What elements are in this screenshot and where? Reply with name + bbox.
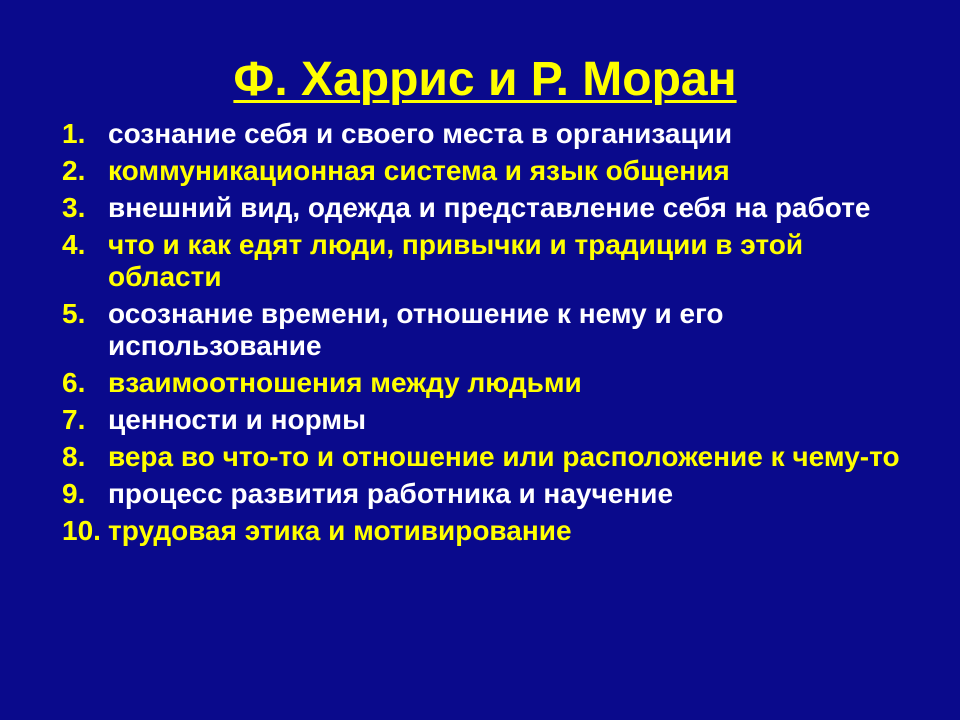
list-item-text: что и как едят люди, привычки и традиции в этой области [108, 229, 804, 292]
list-item-text: вера во что-то и отношение или расположение к чему-то [108, 441, 900, 472]
list-item-text: ценности и нормы [108, 404, 366, 435]
list-item [62, 118, 912, 150]
list-item-number: 9. [62, 478, 86, 509]
list-item-number: 8. [62, 441, 86, 472]
list-item [62, 298, 912, 362]
list-item-text: процесс развития работника и научение [108, 478, 674, 509]
list-item [62, 192, 912, 224]
list-item [62, 478, 912, 510]
list-item-text: трудовая этика и мотивирование [108, 515, 572, 546]
list-item [62, 155, 912, 187]
list-item-text: коммуникационная система и язык общения [108, 155, 730, 186]
list-item [62, 441, 912, 473]
list-item [62, 367, 912, 399]
list-item-number: 4. [62, 229, 86, 260]
list-item-number: 3. [62, 192, 86, 223]
list-item-number: 2. [62, 155, 86, 186]
list-item [62, 404, 912, 436]
list-item-text: взаимоотношения между людьми [108, 367, 582, 398]
list-item-number: 10. [62, 515, 101, 546]
list-item-number: 6. [62, 367, 86, 398]
list-item-text: сознание себя и своего места в организации [108, 118, 733, 149]
list-item-number: 1. [62, 118, 86, 149]
slide-title-text: Ф. Харрис и Р. Моран [233, 53, 737, 106]
list-item [62, 229, 912, 293]
list-item-number: 7. [62, 404, 86, 435]
numbered-list [0, 118, 912, 547]
list-item-text: внешний вид, одежда и представление себя на работе [108, 192, 871, 223]
list-item-text: осознание времени, отношение к нему и его использование [108, 298, 724, 361]
list-item-number: 5. [62, 298, 86, 329]
list-item [62, 515, 912, 547]
slide-title [0, 52, 960, 108]
